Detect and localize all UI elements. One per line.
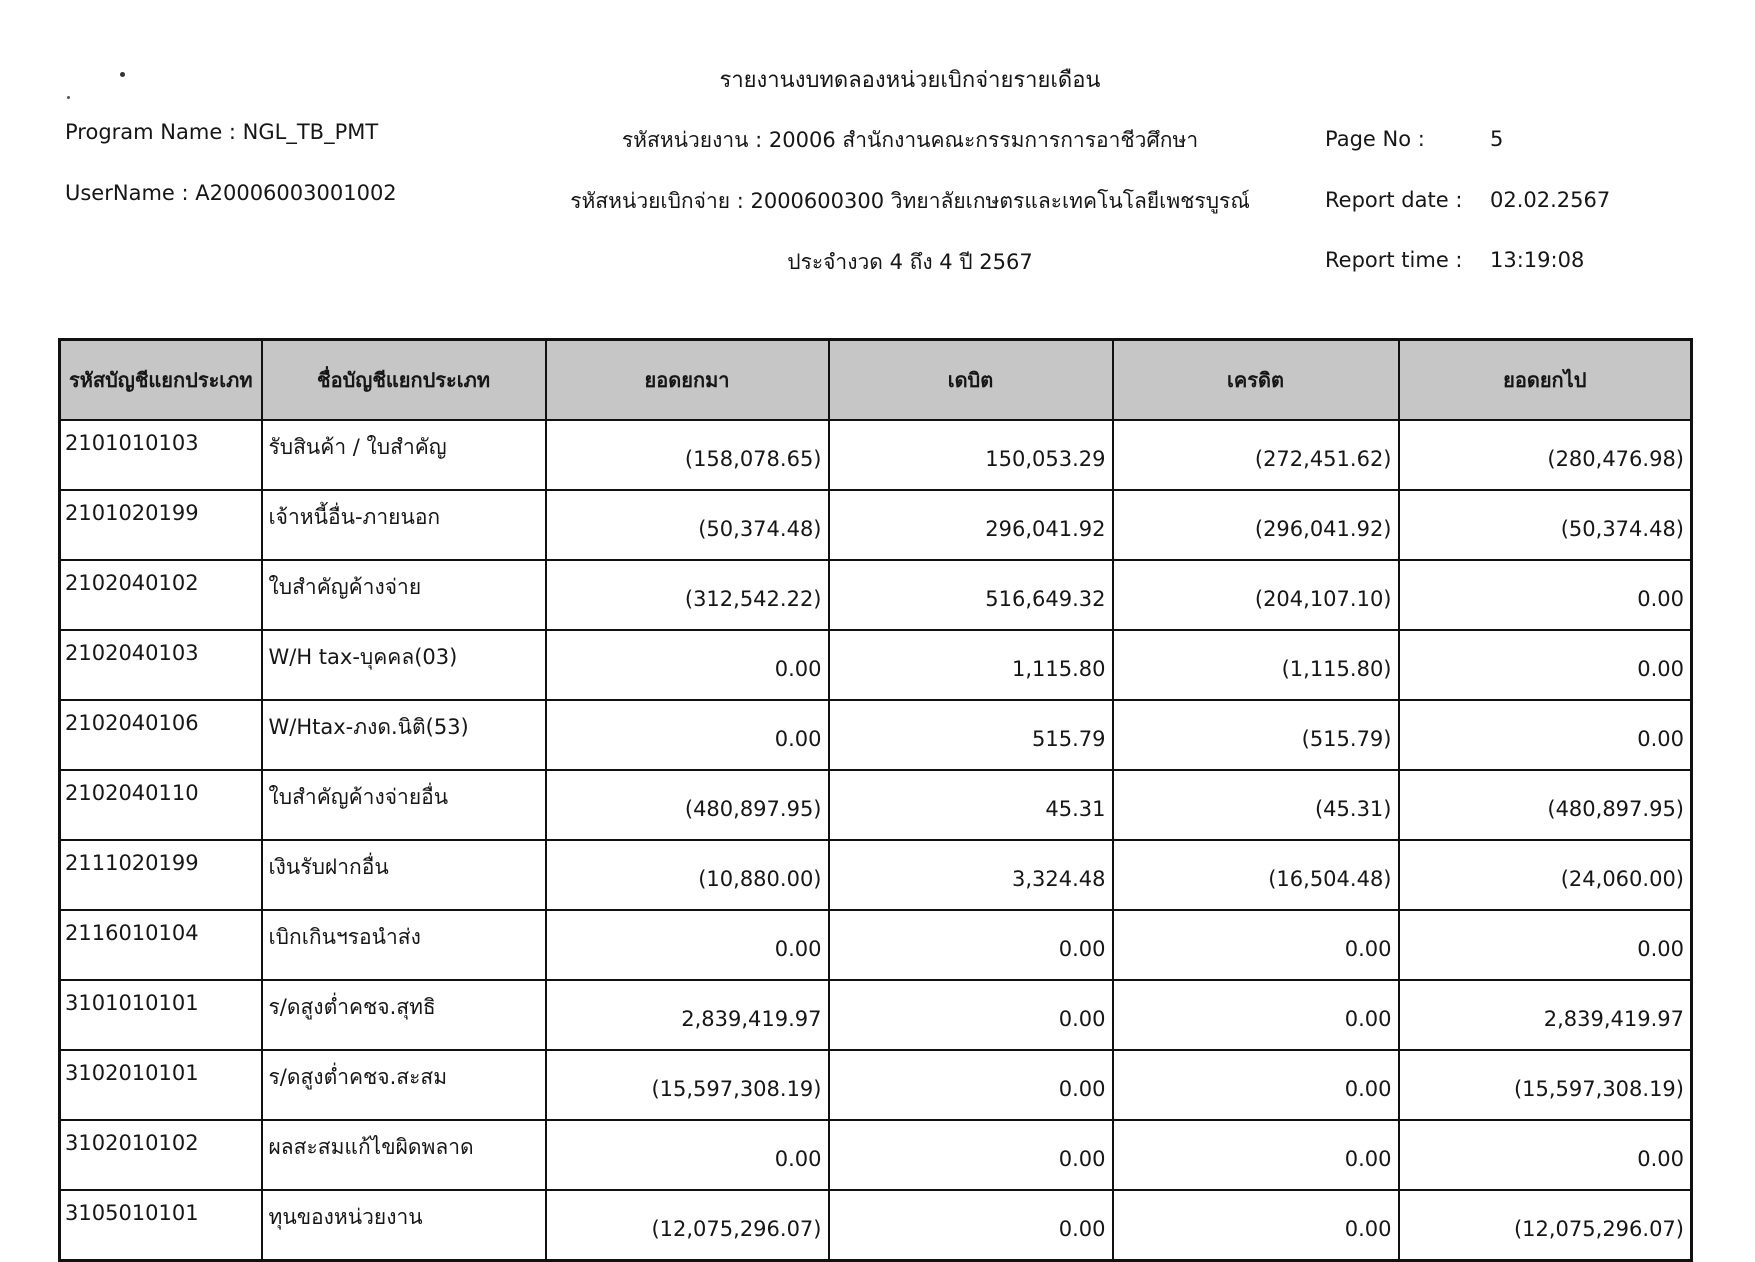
cell-account-code: 3102010102 [60,1120,262,1190]
cell-debit: 150,053.29 [829,420,1113,490]
program-name: Program Name : NGL_TB_PMT [65,120,379,144]
cell-closing-balance: 0.00 [1399,560,1692,630]
cell-debit: 1,115.80 [829,630,1113,700]
user-name: UserName : A20006003001002 [65,181,397,205]
cell-credit: 0.00 [1113,910,1399,980]
cell-closing-balance: (50,374.48) [1399,490,1692,560]
table-row [60,1190,1692,1261]
header-debit: เดบิต [829,340,1113,421]
cell-account-code: 2102040102 [60,560,262,630]
cell-debit: 45.31 [829,770,1113,840]
table-header-row [60,340,1692,421]
cell-account-code: 2102040103 [60,630,262,700]
cell-opening-balance: 2,839,419.97 [546,980,829,1050]
cell-account-name: เงินรับฝากอื่น [262,840,546,910]
page-no-value: 5 [1490,127,1504,151]
cell-account-code: 2102040110 [60,770,262,840]
agency-line: รหัสหน่วยงาน : 20006 สำนักงานคณะกรรมการการอาชีวศึกษา [621,128,1199,152]
cell-debit: 0.00 [829,1050,1113,1120]
cell-account-name: ผลสะสมแก้ไขผิดพลาด [262,1120,546,1190]
cell-credit: 0.00 [1113,1190,1399,1261]
period-line: ประจำงวด 4 ถึง 4 ปี 2567 [787,250,1033,274]
cell-debit: 516,649.32 [829,560,1113,630]
cell-account-name: ทุนของหน่วยงาน [262,1190,546,1261]
cell-closing-balance: (280,476.98) [1399,420,1692,490]
table-row [60,980,1692,1050]
cell-opening-balance: (158,078.65) [546,420,829,490]
cell-credit: 0.00 [1113,980,1399,1050]
cell-debit: 0.00 [829,980,1113,1050]
cell-credit: (296,041.92) [1113,490,1399,560]
cell-account-code: 2116010104 [60,910,262,980]
table-row [60,700,1692,770]
cell-opening-balance: (10,880.00) [546,840,829,910]
table-row [60,560,1692,630]
cell-credit: (1,115.80) [1113,630,1399,700]
cell-account-name: เจ้าหนี้อื่น-ภายนอก [262,490,546,560]
cell-opening-balance: 0.00 [546,700,829,770]
cell-account-code: 3105010101 [60,1190,262,1261]
cell-account-name: ร/ดสูงต่ำคชจ.สะสม [262,1050,546,1120]
table-row [60,630,1692,700]
cell-account-name: รับสินค้า / ใบสำคัญ [262,420,546,490]
header-closing-balance: ยอดยกไป [1399,340,1692,421]
cell-account-code: 2102040106 [60,700,262,770]
trial-balance-table [58,338,1693,1262]
cell-closing-balance: (15,597,308.19) [1399,1050,1692,1120]
cell-closing-balance: (12,075,296.07) [1399,1190,1692,1261]
cell-credit: (16,504.48) [1113,840,1399,910]
cell-opening-balance: 0.00 [546,1120,829,1190]
cell-account-code: 3101010101 [60,980,262,1050]
cell-closing-balance: 2,839,419.97 [1399,980,1692,1050]
header-account-code: รหัสบัญชีแยกประเภท [60,340,262,421]
cell-closing-balance: 0.00 [1399,910,1692,980]
cell-debit: 3,324.48 [829,840,1113,910]
cell-account-name: ใบสำคัญค้างจ่ายอื่น [262,770,546,840]
table-row [60,1120,1692,1190]
report-time-value: 13:19:08 [1490,248,1585,272]
cell-account-code: 2101010103 [60,420,262,490]
cell-account-name: W/H tax-บุคคล(03) [262,630,546,700]
page-no-label: Page No : [1325,127,1425,151]
cell-credit: 0.00 [1113,1120,1399,1190]
cell-opening-balance: (480,897.95) [546,770,829,840]
cell-credit: (45.31) [1113,770,1399,840]
cell-debit: 0.00 [829,1120,1113,1190]
cell-account-name: ใบสำคัญค้างจ่าย [262,560,546,630]
cell-opening-balance: (12,075,296.07) [546,1190,829,1261]
cell-account-code: 2111020199 [60,840,262,910]
cell-credit: (204,107.10) [1113,560,1399,630]
header-account-name: ชื่อบัญชีแยกประเภท [262,340,546,421]
cell-account-name: W/Htax-ภงด.นิติ(53) [262,700,546,770]
cell-credit: 0.00 [1113,1050,1399,1120]
header-credit: เครดิต [1113,340,1399,421]
cell-account-name: เบิกเกินฯรอนำส่ง [262,910,546,980]
cell-closing-balance: 0.00 [1399,700,1692,770]
cell-credit: (515.79) [1113,700,1399,770]
cell-closing-balance: (24,060.00) [1399,840,1692,910]
report-time-label: Report time : [1325,248,1463,272]
cell-account-code: 3102010101 [60,1050,262,1120]
cell-debit: 515.79 [829,700,1113,770]
header-opening-balance: ยอดยกมา [546,340,829,421]
cell-debit: 0.00 [829,1190,1113,1261]
cell-account-name: ร/ดสูงต่ำคชจ.สุทธิ [262,980,546,1050]
report-date-value: 02.02.2567 [1490,188,1611,212]
cell-debit: 0.00 [829,910,1113,980]
cell-closing-balance: (480,897.95) [1399,770,1692,840]
table-row [60,910,1692,980]
cell-opening-balance: (312,542.22) [546,560,829,630]
table-row [60,770,1692,840]
cell-opening-balance: (50,374.48) [546,490,829,560]
cell-opening-balance: (15,597,308.19) [546,1050,829,1120]
cell-opening-balance: 0.00 [546,910,829,980]
cell-credit: (272,451.62) [1113,420,1399,490]
cell-closing-balance: 0.00 [1399,1120,1692,1190]
report-date-label: Report date : [1325,188,1463,212]
table-row [60,490,1692,560]
report-title: รายงานงบทดลองหน่วยเบิกจ่ายรายเดือน [719,68,1101,93]
table-row [60,420,1692,490]
table-row [60,840,1692,910]
cell-opening-balance: 0.00 [546,630,829,700]
cell-debit: 296,041.92 [829,490,1113,560]
disbursement-unit-line: รหัสหน่วยเบิกจ่าย : 2000600300 วิทยาลัยเกษตรและเทคโนโลยีเพชรบูรณ์ [570,189,1250,213]
cell-account-code: 2101020199 [60,490,262,560]
table-row [60,1050,1692,1120]
cell-closing-balance: 0.00 [1399,630,1692,700]
